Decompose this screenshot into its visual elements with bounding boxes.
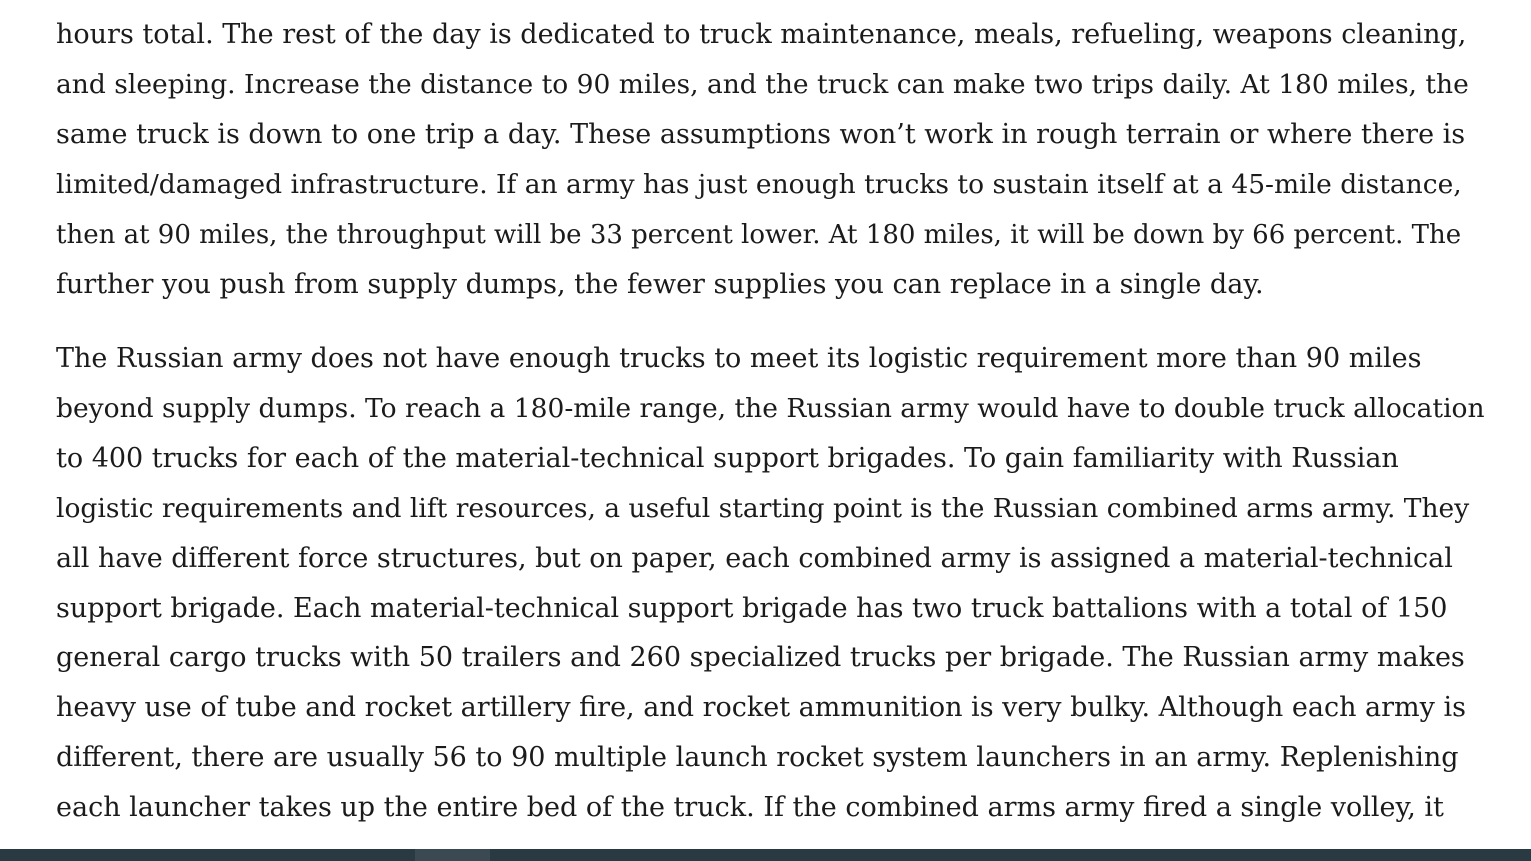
paragraph-line: and sleeping. Increase the distance to 90 miles, and the truck can make two trips daily. At 180 miles, the bbox=[56, 69, 1469, 100]
paragraph-line: hours total. The rest of the day is dedicated to truck maintenance, meals, refueling, weapons cleaning, bbox=[56, 19, 1467, 50]
paragraph-line: support brigade. Each material-technical support brigade has two truck battalions with a total of 150 bbox=[56, 593, 1448, 624]
paragraph-line: beyond supply dumps. To reach a 180-mile range, the Russian army would have to double truck allocation bbox=[56, 393, 1485, 424]
paragraph-line: The Russian army does not have enough trucks to meet its logistic requirement more than 90 miles bbox=[56, 343, 1422, 374]
paragraph-line: different, there are usually 56 to 90 multiple launch rocket system launchers in an army. Replenishing bbox=[56, 742, 1459, 773]
paragraph-line: to 400 trucks for each of the material-technical support brigades. To gain familiarity with Russian bbox=[56, 443, 1399, 474]
paragraph-line: limited/damaged infrastructure. If an army has just enough trucks to sustain itself at a 45-mile distance, bbox=[56, 169, 1462, 200]
paragraph-line: logistic requirements and lift resources, a useful starting point is the Russian combined arms army. They bbox=[56, 493, 1470, 524]
paragraph-line: then at 90 miles, the throughput will be 33 percent lower. At 180 miles, it will be down by 66 percent. The bbox=[56, 220, 1462, 250]
bottom-toolbar-segment[interactable] bbox=[415, 849, 490, 861]
bottom-toolbar[interactable] bbox=[0, 849, 1531, 861]
paragraph-line: each launcher takes up the entire bed of the truck. If the combined arms army fired a single volley, it bbox=[56, 792, 1444, 823]
paragraph-line: all have different force structures, but on paper, each combined army is assigned a material-technical bbox=[56, 543, 1453, 574]
paragraph-line: general cargo trucks with 50 trailers and 260 specialized trucks per brigade. The Russian army makes bbox=[56, 642, 1465, 673]
paragraph-line: heavy use of tube and rocket artillery fire, and rocket ammunition is very bulky. Although each army is bbox=[56, 692, 1466, 723]
paragraph-line: same truck is down to one trip a day. These assumptions won’t work in rough terrain or where there is bbox=[56, 119, 1466, 150]
paragraph-line: further you push from supply dumps, the fewer supplies you can replace in a single day. bbox=[56, 269, 1264, 300]
